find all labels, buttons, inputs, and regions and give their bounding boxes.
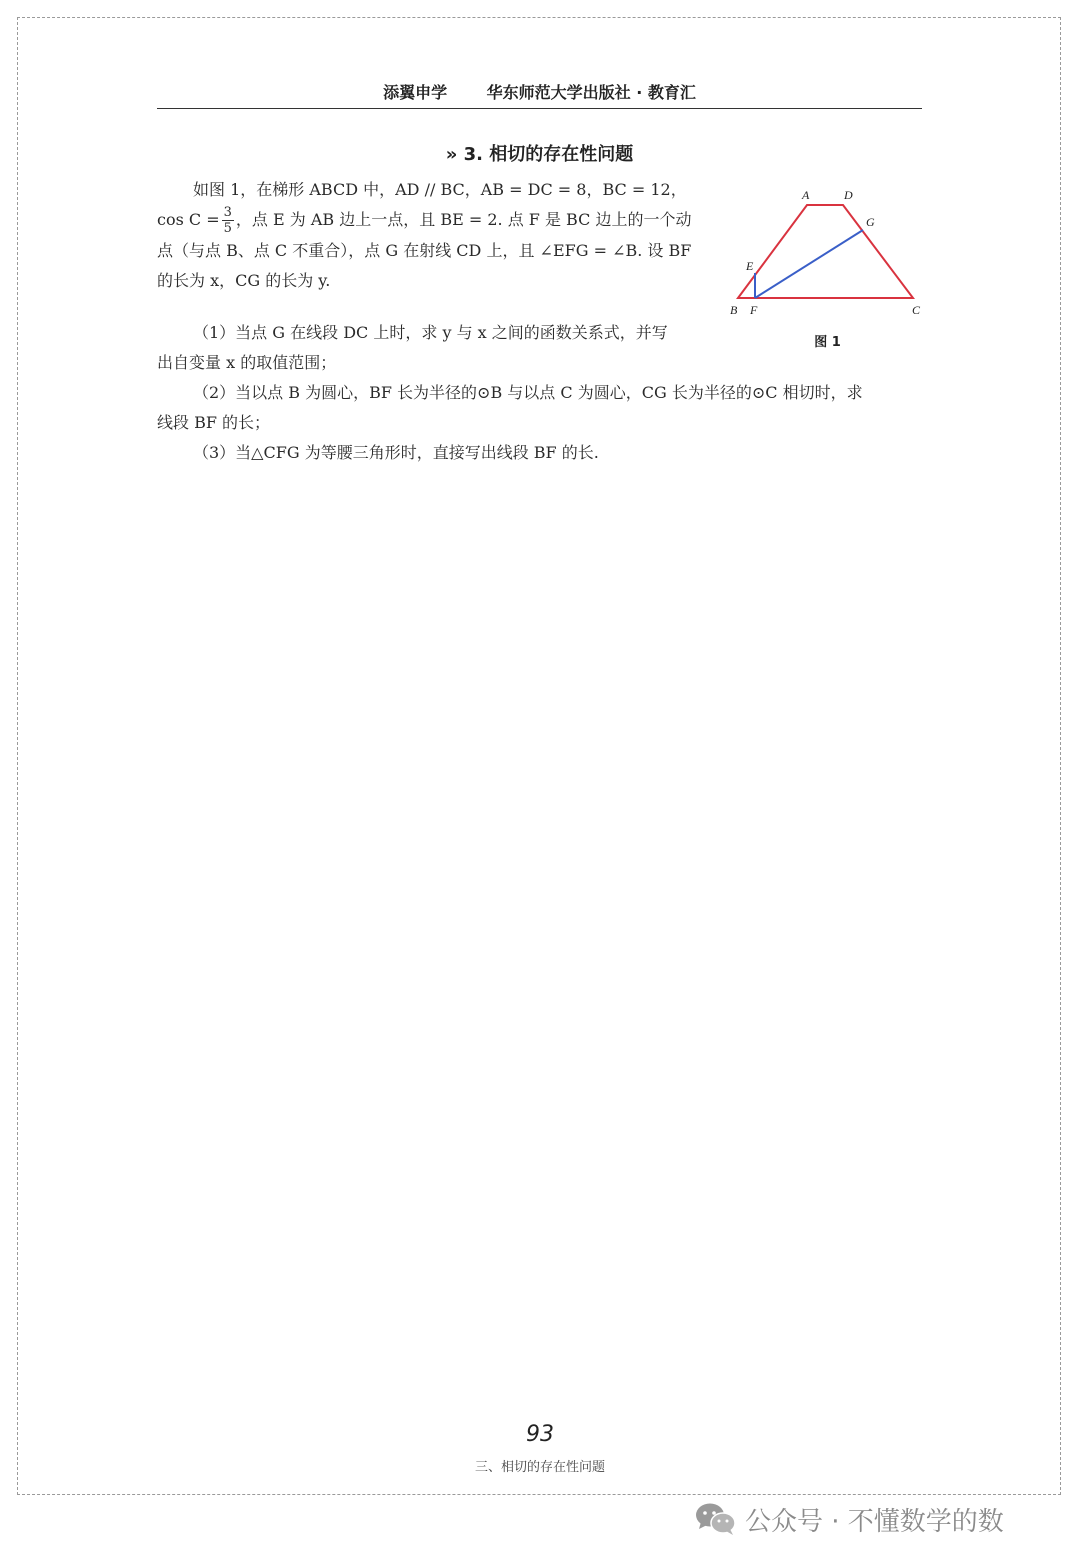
problem-line-1: 如图 1，在梯形 ABCD 中，AD // BC，AB = DC = 8，BC = 12， [193, 180, 687, 199]
page-number: 93 [526, 1422, 554, 1447]
label-e: E [746, 259, 754, 273]
header-school: 添翼申学 [383, 83, 448, 102]
fraction-numerator: 3 [223, 205, 232, 220]
cos-label: cos C = [157, 210, 220, 229]
fraction [222, 205, 234, 236]
problem-line-2-rest: ，点 E 为 AB 边上一点，且 BE = 2. 点 F 是 BC 边上的一个动 [235, 210, 692, 229]
segment-fg [755, 230, 863, 298]
watermark-text: 公众号 · 不懂数学的数 [745, 1507, 1004, 1537]
problem-line-2 [157, 205, 707, 236]
question-1-line-1: （1）当点 G 在线段 DC 上时，求 y 与 x 之间的函数关系式，并写 [193, 323, 668, 342]
label-g: G [866, 215, 875, 229]
fraction-denominator: 5 [223, 221, 232, 236]
trapezoid-abcd [738, 205, 913, 298]
label-b: B [730, 303, 738, 317]
figure-caption: 图 1 [814, 335, 841, 350]
footer-chapter: 三、相切的存在性问题 [474, 1460, 605, 1475]
question-1-line-2: 出自变量 x 的取值范围； [157, 353, 337, 372]
watermark [695, 1500, 1065, 1540]
page-header [157, 80, 922, 109]
label-c: C [912, 303, 921, 317]
wechat-icon [695, 1502, 737, 1536]
question-2-line-1: （2）当以点 B 为圆心，BF 长为半径的⊙B 与以点 C 为圆心，CG 长为半径的⊙C 相切时，求 [193, 383, 863, 402]
trapezoid-figure [725, 185, 930, 355]
question-3: （3）当△CFG 为等腰三角形时，直接写出线段 BF 的长. [193, 443, 599, 462]
section-title: » 3. 相切的存在性问题 [445, 144, 634, 165]
label-a: A [802, 188, 810, 202]
problem-line-3: 点（与点 B、点 C 不重合），点 G 在射线 CD 上，且 ∠EFG = ∠B. 设 BF [157, 241, 692, 260]
question-2-line-2: 线段 BF 的长； [157, 413, 271, 432]
problem-statement [157, 175, 707, 296]
label-f: F [750, 303, 758, 317]
header-publisher: 华东师范大学出版社 · 教育汇 [486, 83, 696, 102]
label-d: D [844, 188, 853, 202]
problem-line-4: 的长为 x，CG 的长为 y. [157, 271, 331, 290]
